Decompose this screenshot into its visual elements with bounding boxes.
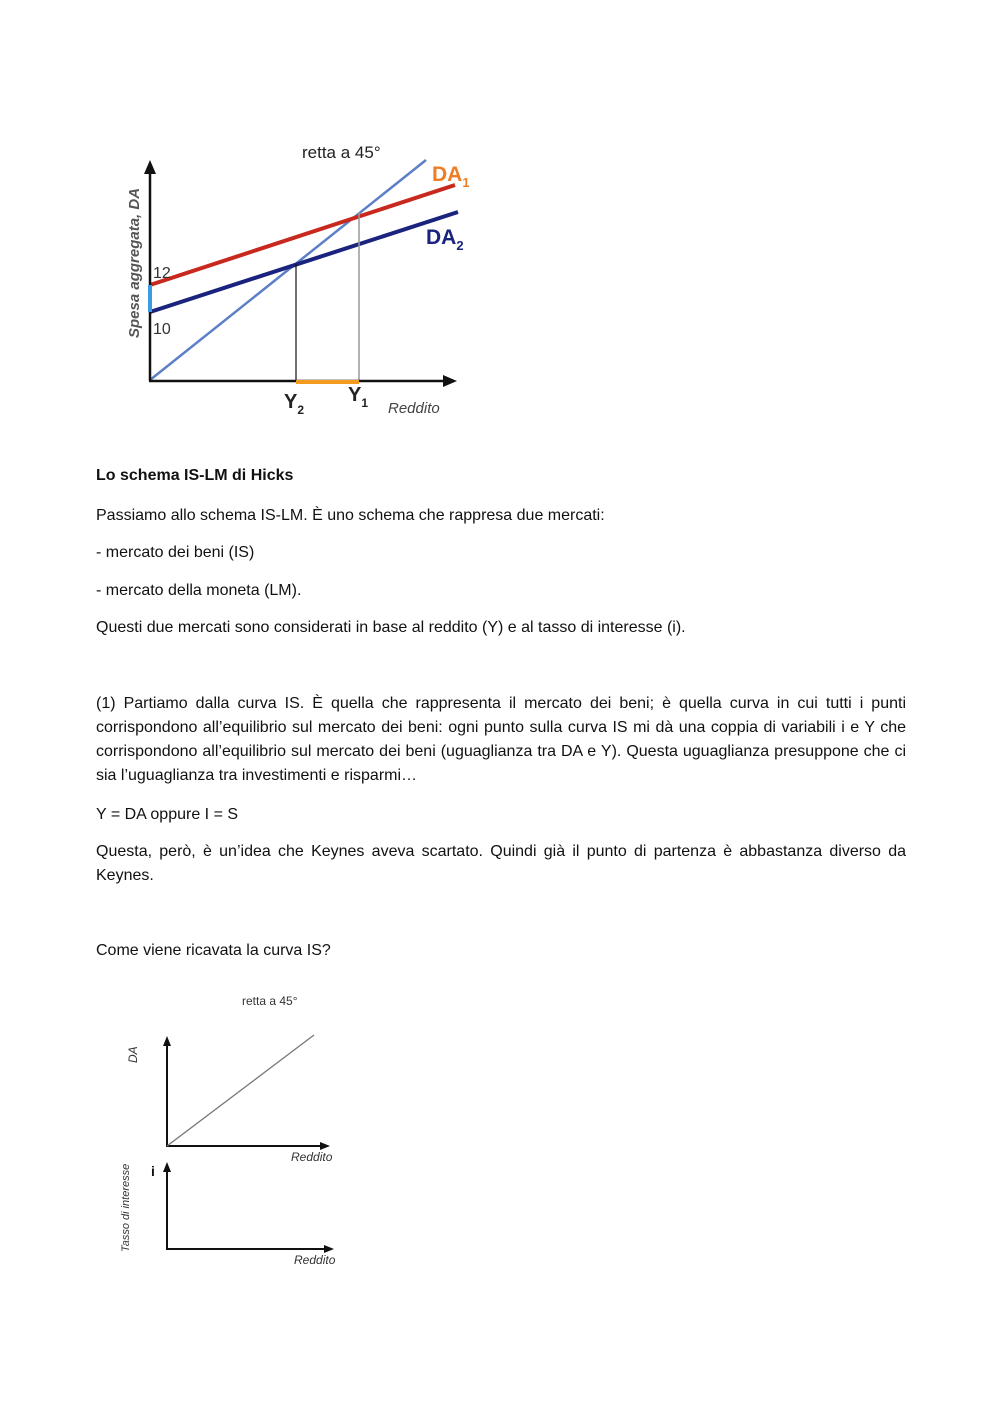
top-x-axis-label: Reddito	[291, 1150, 333, 1164]
bottom-y-axis-arrow	[163, 1162, 171, 1172]
da1-label: $DA_1$	[432, 163, 470, 190]
da2-label: $DA_2$	[426, 226, 464, 253]
list-item-goods-market: - mercato dei beni (IS)	[96, 544, 255, 561]
bottom-i-label: i	[151, 1163, 155, 1179]
paragraph-keynes: Questa, però, è un’idea che Keynes aveva scartato. Quindi già il punto di partenza è abbastanza diverso da Keynes.	[96, 843, 906, 884]
line-45-top	[167, 1035, 314, 1146]
top-y-axis-arrow	[163, 1036, 171, 1046]
y-axis-label: Spesa aggregata, DA	[126, 187, 143, 338]
y2-label: $Y_2$	[284, 391, 305, 417]
line45-label: retta a 45°	[302, 143, 381, 162]
bottom-x-axis-arrow	[324, 1245, 334, 1253]
line45-label-2: retta a 45°	[242, 994, 298, 1008]
section-heading: Lo schema IS-LM di Hicks	[96, 467, 294, 484]
paragraph-is-curve: (1) Partiamo dalla curva IS. È quella che rappresenta il mercato dei beni; è quella curva in cui tutti i punti corrispondono all’equilibrio sul mercato dei beni: ogni punto sulla curva IS mi dà una coppia di variabili i e Y che corrispondono all’equilibrio sul mercato dei beni (uguaglianza tra DA e Y). Questa uguaglianza presuppone che ci sia l’uguaglianza tra investimenti e risparmi…	[96, 695, 906, 784]
bottom-x-axis-label: Reddito	[294, 1253, 336, 1267]
tick-12: 12	[153, 265, 171, 282]
top-x-axis-arrow	[320, 1142, 330, 1150]
y1-label: $Y_1$	[348, 384, 369, 410]
list-item-money-market: - mercato della moneta (LM).	[96, 582, 302, 599]
paragraph-intro: Passiamo allo schema IS-LM. È uno schema che rappresa due mercati:	[96, 507, 605, 524]
tick-10: 10	[153, 321, 171, 338]
bottom-y-axis-label: Tasso di interesse	[120, 1163, 132, 1252]
x-axis-label: Reddito	[388, 400, 440, 417]
top-y-axis-label: DA	[126, 1046, 140, 1063]
equation-line: Y = DA oppure I = S	[96, 806, 239, 823]
paragraph-variables: Questi due mercati sono considerati in base al reddito (Y) e al tasso di interesse (i).	[96, 619, 686, 636]
paragraph-question: Come viene ricavata la curva IS?	[96, 942, 331, 959]
